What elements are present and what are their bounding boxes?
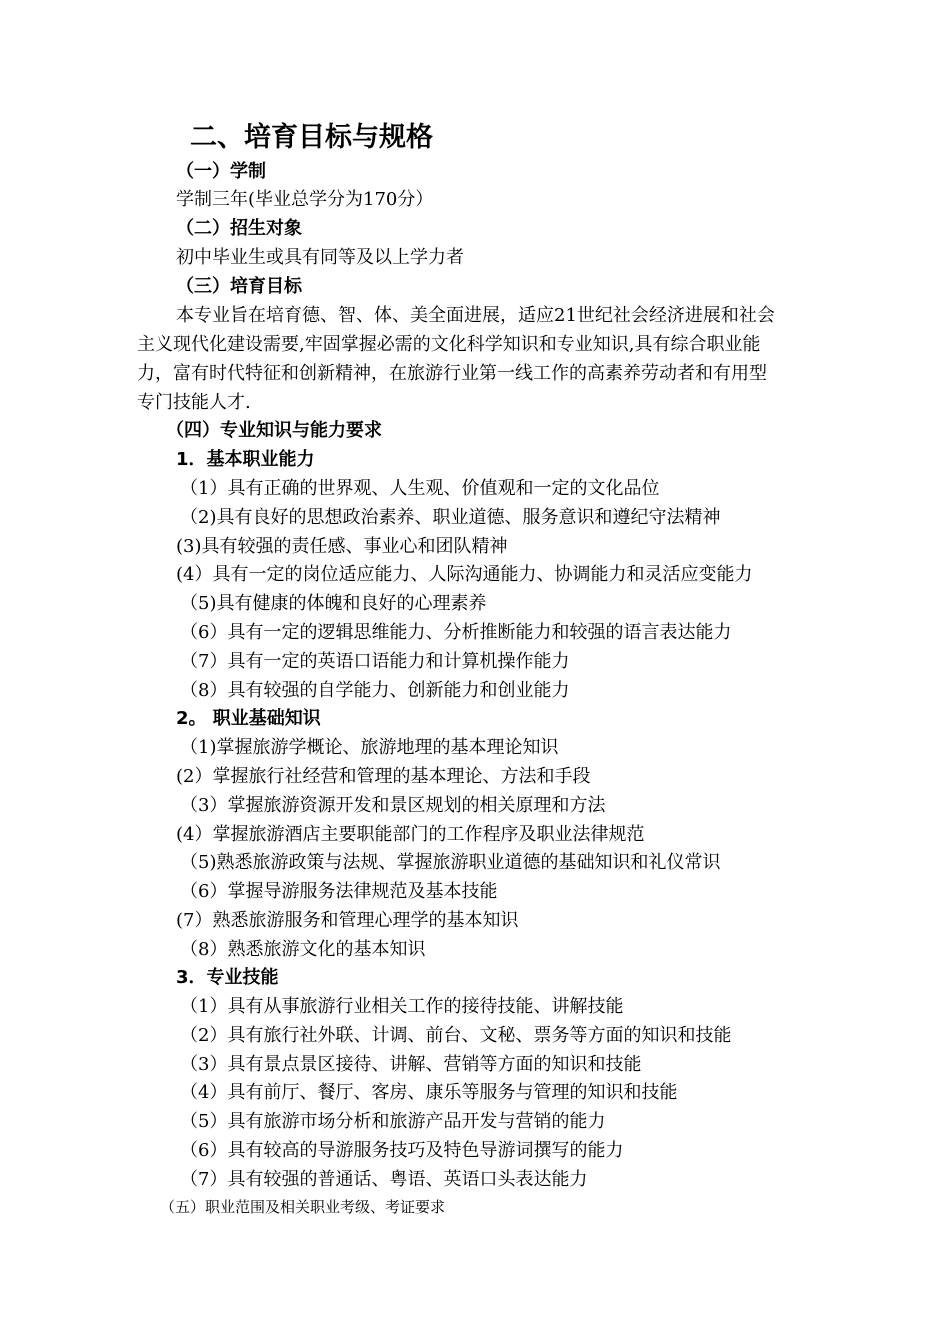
list-item: （6）掌握导游服务法律规范及基本技能: [180, 881, 498, 902]
duration-text: 学制三年(毕业总学分为170分）: [176, 189, 434, 210]
goals-paragraph-line: 力，富有时代特征和创新精神，在旅游行业第一线工作的高素养劳动者和有用型: [137, 363, 767, 384]
section-heading-career-scope: （五）职业范围及相关职业考级、考证要求: [160, 1198, 446, 1216]
enrollment-text: 初中毕业生或具有同等及以上学力者: [176, 247, 464, 268]
list-item: （5)具有健康的体魄和良好的心理素养: [180, 593, 487, 614]
list-item: （8）具有较强的自学能力、创新能力和创业能力: [180, 680, 570, 701]
goals-paragraph-line: 主义现代化建设需要,牢固掌握必需的文化科学知识和专业知识,具有综合职业能: [137, 334, 761, 355]
subsection-heading-basic-abilities: 1．基本职业能力: [176, 449, 315, 470]
list-item: (4）具有一定的岗位适应能力、人际沟通能力、协调能力和灵活应变能力: [176, 564, 753, 585]
list-item: （1）具有从事旅游行业相关工作的接待技能、讲解技能: [180, 996, 624, 1017]
subsection-heading-professional-skills: 3．专业技能: [176, 967, 279, 988]
list-item: （7）具有较强的普通话、粤语、英语口头表达能力: [180, 1169, 588, 1190]
list-item: (2）掌握旅行社经营和管理的基本理论、方法和手段: [176, 766, 591, 787]
list-item: （5）具有旅游市场分析和旅游产品开发与营销的能力: [180, 1111, 606, 1132]
list-item: （2)具有良好的思想政治素养、职业道德、服务意识和遵纪守法精神: [180, 507, 721, 528]
section-heading-requirements: （四）专业知识与能力要求: [166, 420, 382, 441]
goals-paragraph-line: 专门技能人才.: [137, 392, 251, 413]
list-item: （6）具有一定的逻辑思维能力、分析推断能力和较强的语言表达能力: [180, 622, 732, 643]
list-item: （6）具有较高的导游服务技巧及特色导游词撰写的能力: [180, 1140, 624, 1161]
list-item: （3）掌握旅游资源开发和景区规划的相关原理和方法: [180, 795, 606, 816]
list-item: (7）熟悉旅游服务和管理心理学的基本知识: [176, 910, 519, 931]
goals-paragraph-line: 本专业旨在培育德、智、体、美全面进展，适应21世纪社会经济进展和社会: [176, 305, 775, 326]
section-heading-enrollment: （二）招生对象: [176, 218, 302, 239]
page-title: 二、培育目标与规格: [190, 122, 433, 153]
list-item: （4）具有前厅、餐厅、客房、康乐等服务与管理的知识和技能: [180, 1082, 678, 1103]
section-heading-duration: （一）学制: [176, 161, 266, 182]
list-item: （2）具有旅行社外联、计调、前台、文秘、票务等方面的知识和技能: [180, 1025, 732, 1046]
list-item: （8）熟悉旅游文化的基本知识: [180, 939, 426, 960]
list-item: （1）具有正确的世界观、人生观、价值观和一定的文化品位: [180, 478, 660, 499]
list-item: (4）掌握旅游酒店主要职能部门的工作程序及职业法律规范: [176, 824, 645, 845]
list-item: （3）具有景点景区接待、讲解、营销等方面的知识和技能: [180, 1054, 642, 1075]
list-item: （5)熟悉旅游政策与法规、掌握旅游职业道德的基础知识和礼仪常识: [180, 852, 721, 873]
list-item: （1)掌握旅游学概论、旅游地理的基本理论知识: [180, 737, 559, 758]
subsection-heading-basic-knowledge: 2。 职业基础知识: [176, 708, 321, 729]
list-item: (3)具有较强的责任感、事业心和团队精神: [176, 536, 508, 557]
list-item: （7）具有一定的英语口语能力和计算机操作能力: [180, 651, 570, 672]
section-heading-goals: （三）培育目标: [176, 276, 302, 297]
